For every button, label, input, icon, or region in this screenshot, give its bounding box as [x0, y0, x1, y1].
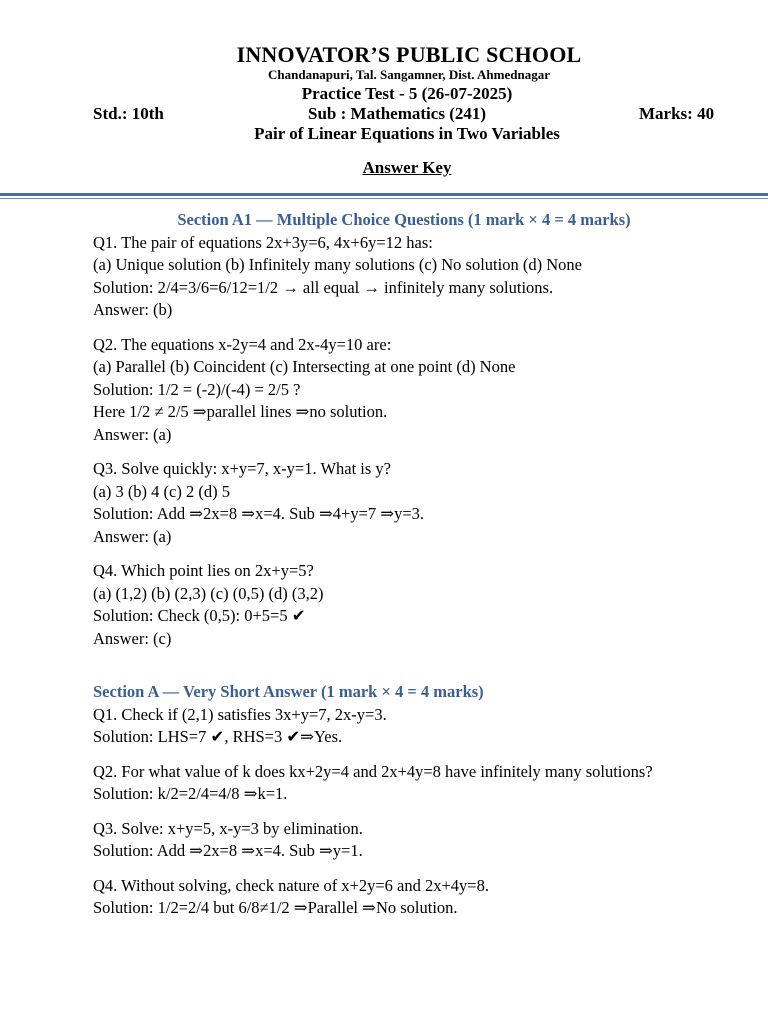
school-name: INNOVATOR’S PUBLIC SCHOOL [236, 42, 582, 67]
section-a1-question-4 [93, 560, 753, 650]
question-text: Q3. Solve quickly: x+y=7, x-y=1. What is y? [93, 459, 391, 478]
marks-label: Marks: 40 [639, 104, 715, 123]
question-solution: Solution: LHS=7 ✔, RHS=3 ✔⇒Yes. [93, 727, 343, 746]
chapter-title: Pair of Linear Equations in Two Variables [254, 124, 560, 143]
section-a-question-1 [93, 704, 753, 749]
question-options: (a) Parallel (b) Coincident (c) Intersecting at one point (d) None [93, 357, 516, 376]
question-text: Q4. Which point lies on 2x+y=5? [93, 561, 314, 580]
question-options: (a) Unique solution (b) Infinitely many solutions (c) No solution (d) None [93, 255, 582, 274]
answer-content [93, 209, 753, 932]
section-a-question-3 [93, 818, 753, 863]
question-solution: Solution: 2/4=3/6=6/12=1/2 → all equal → infinitely many solutions. [93, 277, 554, 297]
question-solution: Solution: 1/2=2/4 but 6/8≠1/2 ⇒Parallel ⇒No solution. [93, 898, 458, 917]
question-solution: Solution: Add ⇒2x=8 ⇒x=4. Sub ⇒y=1. [93, 841, 363, 860]
school-address: Chandanapuri, Tal. Sangamner, Dist. Ahmednagar [268, 67, 550, 82]
question-solution: Solution: k/2=2/4=4/8 ⇒k=1. [93, 784, 288, 803]
section-a1-heading: Section A1 — Multiple Choice Questions (1 mark × 4 = 4 marks) [177, 210, 631, 229]
question-solution: Solution: Check (0,5): 0+5=5 ✔ [93, 606, 306, 625]
question-text: Q1. The pair of equations 2x+3y=6, 4x+6y=12 has: [93, 232, 433, 252]
question-solution: Solution: 1/2 = (-2)/(-4) = 2/5 ? [93, 379, 301, 399]
question-text: Q2. For what value of k does kx+2y=4 and 2x+4y=8 have infinitely many solutions? [93, 761, 653, 781]
answer-key-text: Answer Key [362, 158, 452, 177]
section-a-question-2 [93, 761, 753, 806]
section-a1-question-3 [93, 458, 753, 548]
header-rule-thick [0, 193, 768, 196]
question-answer: Answer: (a) [93, 424, 172, 444]
answer-key-heading [0, 158, 768, 178]
standard-label: Std.: 10th [93, 104, 164, 123]
header-rule-thin [0, 198, 768, 199]
question-text: Q2. The equations x-2y=4 and 2x-4y=10 are: [93, 334, 392, 354]
question-answer: Answer: (b) [93, 300, 173, 319]
section-a1-question-1 [93, 232, 753, 322]
section-spacer [93, 662, 753, 681]
question-text: Q4. Without solving, check nature of x+2y=6 and 2x+4y=8. [93, 875, 489, 895]
section-a-heading: Section A — Very Short Answer (1 mark × 4 = 4 marks) [93, 682, 484, 701]
question-options: (a) (1,2) (b) (2,3) (c) (0,5) (d) (3,2) [93, 583, 324, 603]
section-a1-question-2 [93, 334, 753, 447]
question-text: Q3. Solve: x+y=5, x-y=3 by elimination. [93, 818, 363, 838]
question-answer: Answer: (a) [93, 526, 172, 546]
subject-label: Sub : Mathematics (241) [308, 104, 487, 123]
question-answer: Answer: (c) [93, 628, 172, 648]
section-a-question-4 [93, 875, 753, 920]
test-title: Practice Test - 5 (26-07-2025) [301, 84, 513, 103]
question-options: (a) 3 (b) 4 (c) 2 (d) 5 [93, 481, 230, 501]
question-text: Q1. Check if (2,1) satisfies 3x+y=7, 2x-y=3. [93, 704, 387, 724]
question-solution-continued: Here 1/2 ≠ 2/5 ⇒parallel lines ⇒no solution. [93, 402, 388, 421]
question-solution: Solution: Add ⇒2x=8 ⇒x=4. Sub ⇒4+y=7 ⇒y=3. [93, 504, 425, 523]
